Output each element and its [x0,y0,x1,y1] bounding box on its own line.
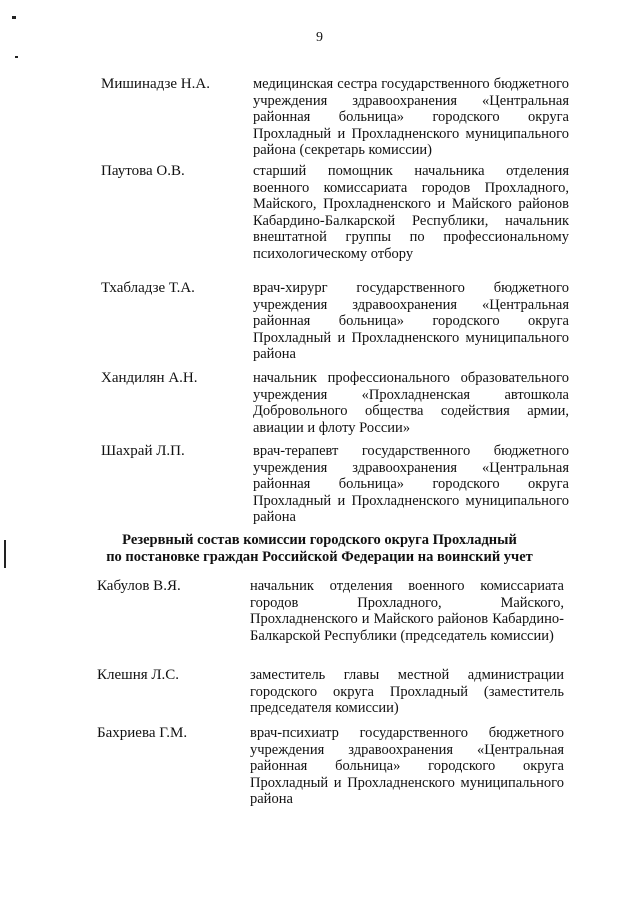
member-name: Хандилян А.Н. [101,370,198,386]
member-name: Бахриева Г.М. [97,725,188,741]
member-position: начальник профессионального образовательного учреждения «Прохладненская автошкола Добровольного общества содействия армии, авиации и флоту России» [253,370,569,436]
member-position: заместитель главы местной администрации городского округа Прохладный (заместитель председателя комиссии) [250,667,564,716]
scan-mark [15,56,18,58]
reserve-title-line2: по постановке граждан Российской Федерации на воинский учет [106,549,533,565]
page-number: 9 [316,30,323,45]
member-position: врач-психиатр государственного бюджетного учреждения здравоохранения «Центральная районная больница» городского округа Прохладный и Прохладненского муниципального района [250,725,564,807]
member-name: Шахрай Л.П. [101,443,185,459]
member-position: медицинская сестра государственного бюджетного учреждения здравоохранения «Центральная районная больница» городского округа Прохладный и Прохладненского муниципального района (секретарь комиссии) [253,76,569,158]
member-name: Тхабладзе Т.А. [101,280,195,296]
member-position: врач-хирург государственного бюджетного учреждения здравоохранения «Центральная районная больница» городского округа Прохладный и Прохладненского муниципального района [253,280,569,362]
reserve-title-line1: Резервный состав комиссии городского округа Прохладный [122,532,517,548]
member-position: старший помощник начальника отделения военного комиссариата городов Прохладного, Майского, Прохладненского и Майского районов Кабардино-Балкарской Республики, начальник внештатной группы по профессиональному психологическому отбору [253,163,569,262]
member-name: Клешня Л.С. [97,667,180,683]
member-name: Паутова О.В. [101,163,185,179]
member-position: врач-терапевт государственного бюджетного учреждения здравоохранения «Центральная районная больница» городского округа Прохладный и Прохладненского муниципального района [253,443,569,525]
member-position: начальник отделения военного комиссариата городов Прохладного, Майского, Прохладненского и Майского районов Кабардино-Балкарской Республики (председатель комиссии) [250,578,564,644]
reserve-section-title [0,532,639,566]
member-name: Кабулов В.Я. [97,578,181,594]
member-name: Мишинадзе Н.А. [101,76,210,92]
scan-mark [12,16,16,19]
